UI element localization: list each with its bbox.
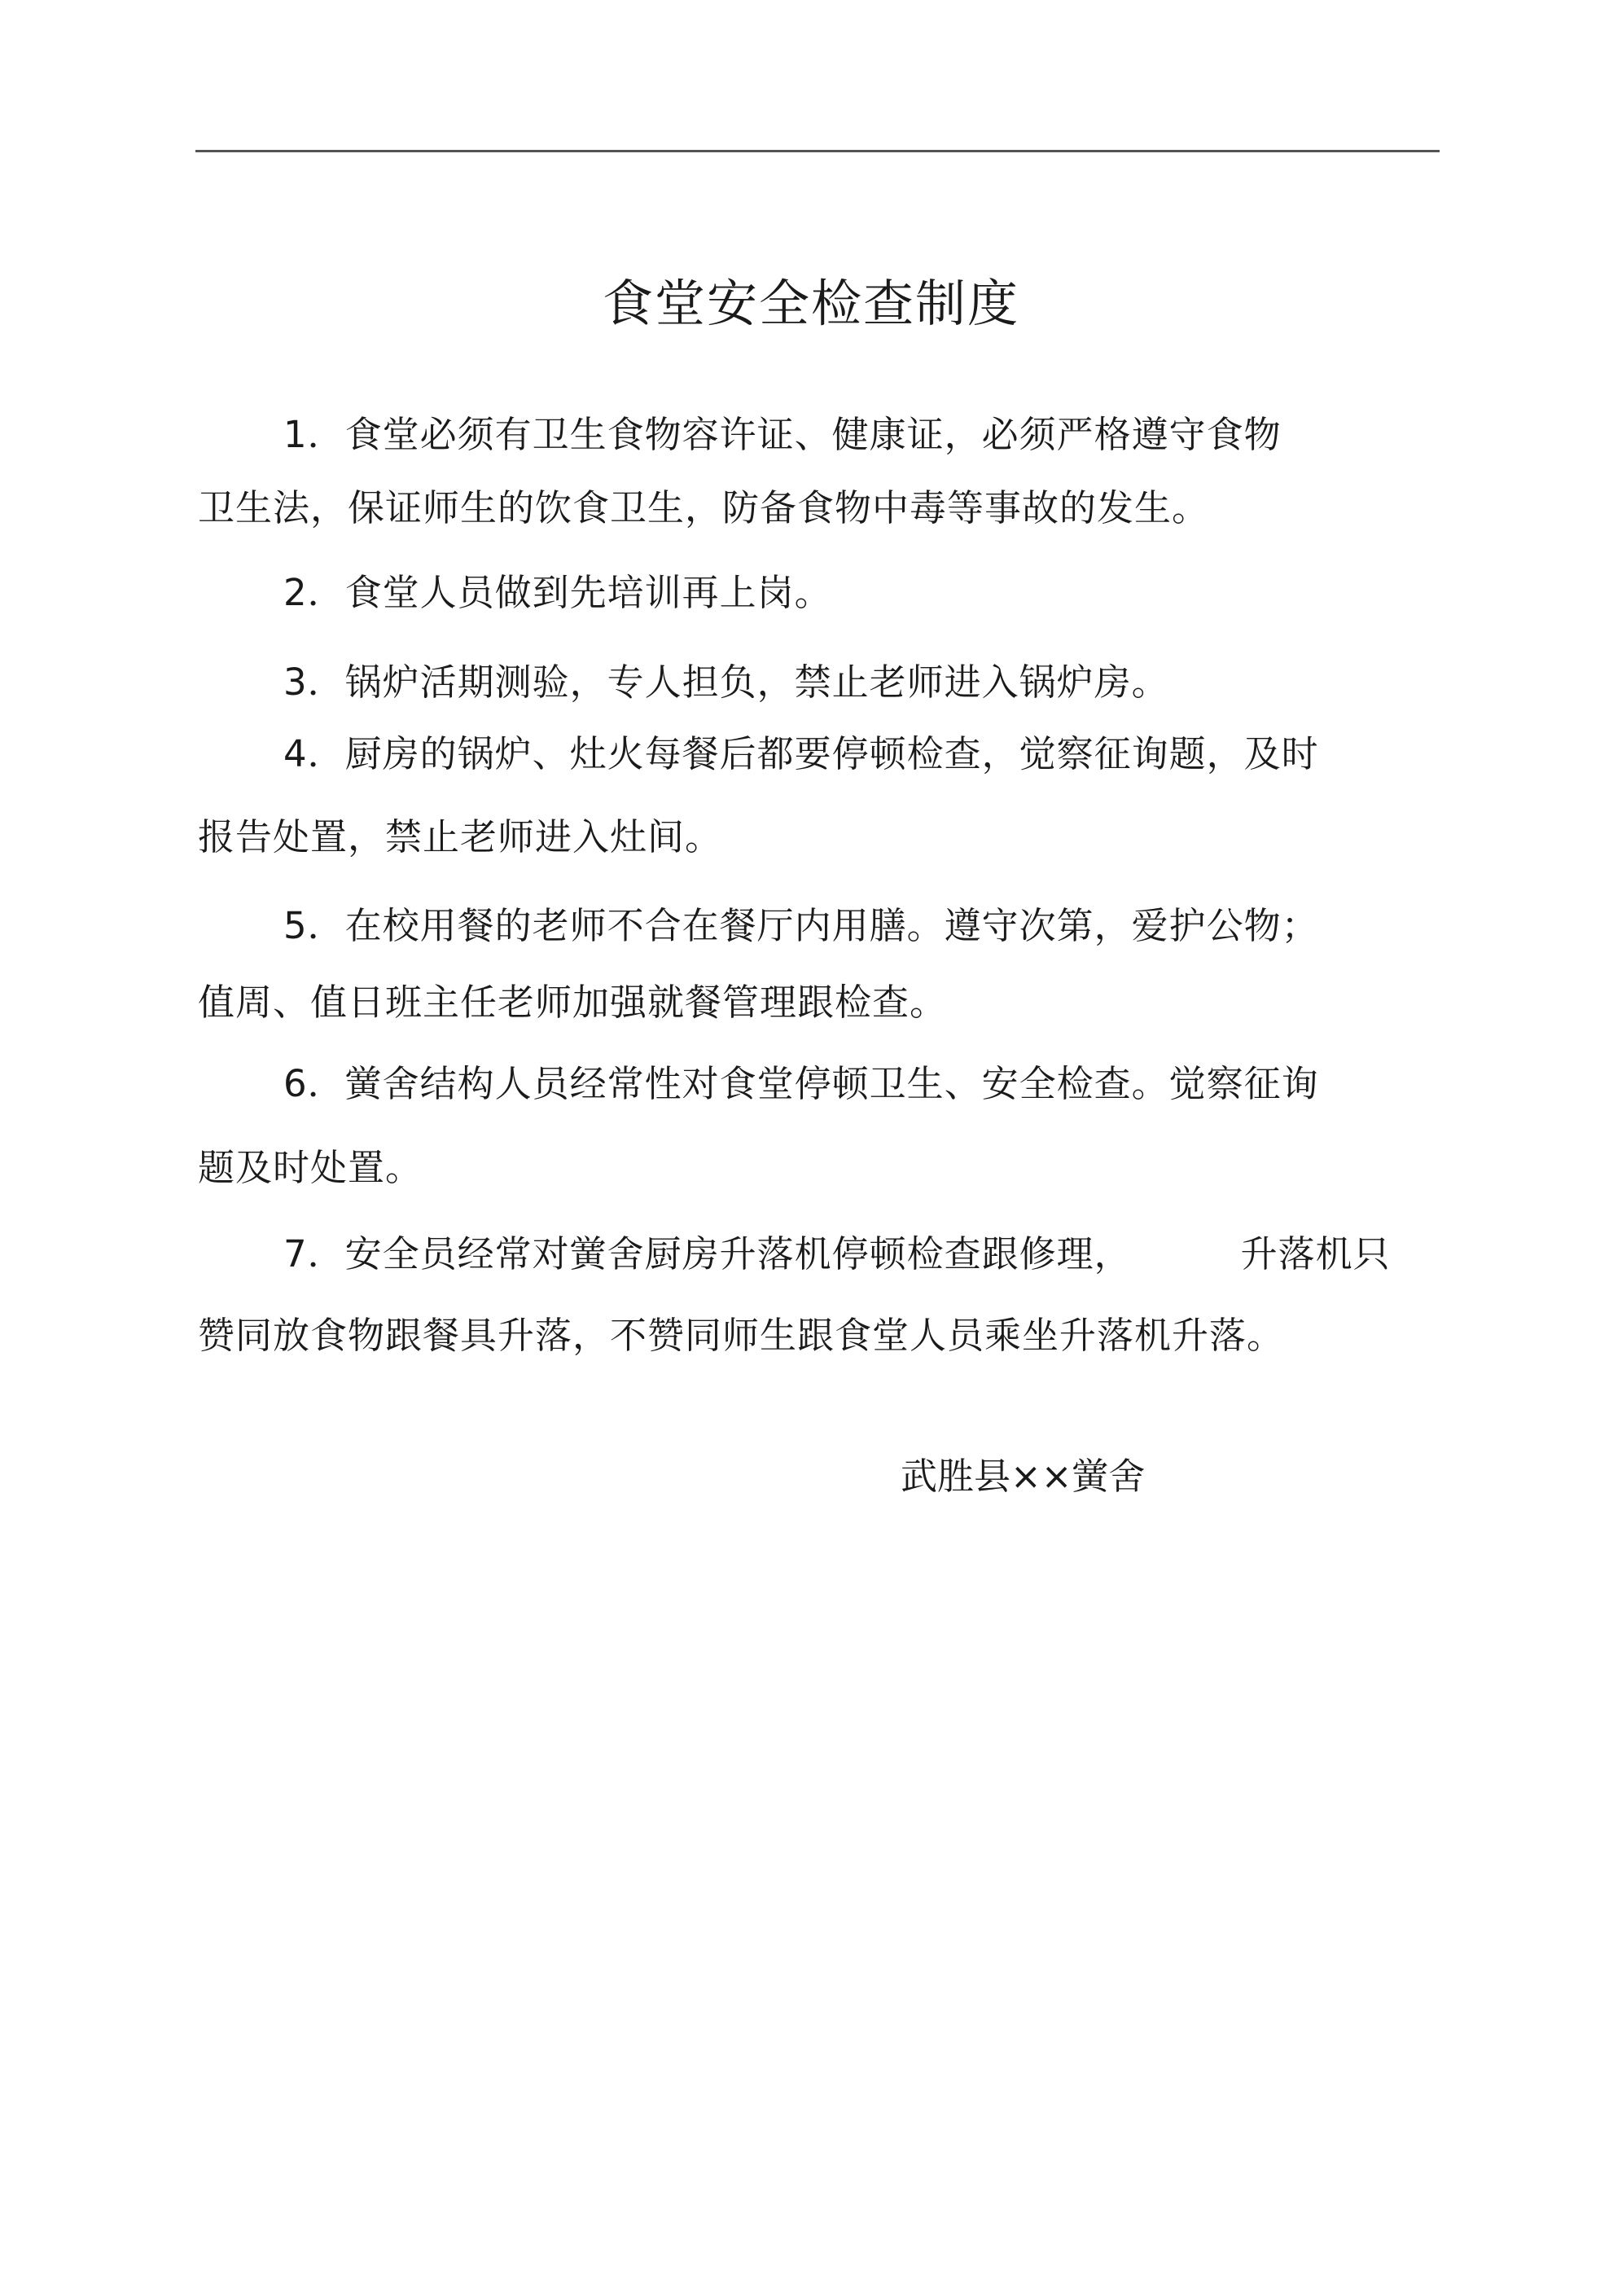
rule-7-line-1 <box>283 1223 1391 1285</box>
rule-1-line-1: 1．食堂必须有卫生食物容许证、健康证，必须严格遵守食物 <box>283 413 1282 456</box>
rule-4-line-1: 4．厨房的锅炉、灶火每餐后都要停顿检查，觉察征询题，及时 <box>283 732 1319 775</box>
rule-2-line-1: 2．食堂人员做到先培训再上岗。 <box>283 571 832 614</box>
page-title: 食堂安全检查制度 <box>602 274 1019 333</box>
rule-6-line-2: 题及时处置。 <box>198 1146 423 1189</box>
rule-4-line-2: 报告处置，禁止老师进入灶间。 <box>198 815 723 858</box>
rule-5-line-1: 5．在校用餐的老师不合在餐厅内用膳。遵守次第，爱护公物； <box>283 904 1319 947</box>
rule-5-line-2: 值周、值日班主任老师加强就餐管理跟检查。 <box>198 981 948 1024</box>
rule-3-line-1: 3．锅炉活期测验，专人担负，禁止老师进入锅炉房。 <box>283 661 1169 704</box>
rule-7-line-1-part-b: 升落机只 <box>1240 1232 1391 1275</box>
rule-6-line-1: 6．黉舍结构人员经常性对食堂停顿卫生、安全检查。觉察征询 <box>283 1062 1319 1105</box>
header-divider <box>195 150 1440 152</box>
rule-1-line-2: 卫生法，保证师生的饮食卫生，防备食物中毒等事故的发生。 <box>198 486 1210 529</box>
rule-7-line-2: 赞同放食物跟餐具升落，不赞同师生跟食堂人员乘坐升落机升落。 <box>198 1314 1285 1357</box>
signature: 武胜县××黉舍 <box>901 1455 1146 1498</box>
rule-7-line-1-part-a: 7．安全员经常对黉舍厨房升落机停顿检查跟修理， <box>283 1232 1132 1275</box>
